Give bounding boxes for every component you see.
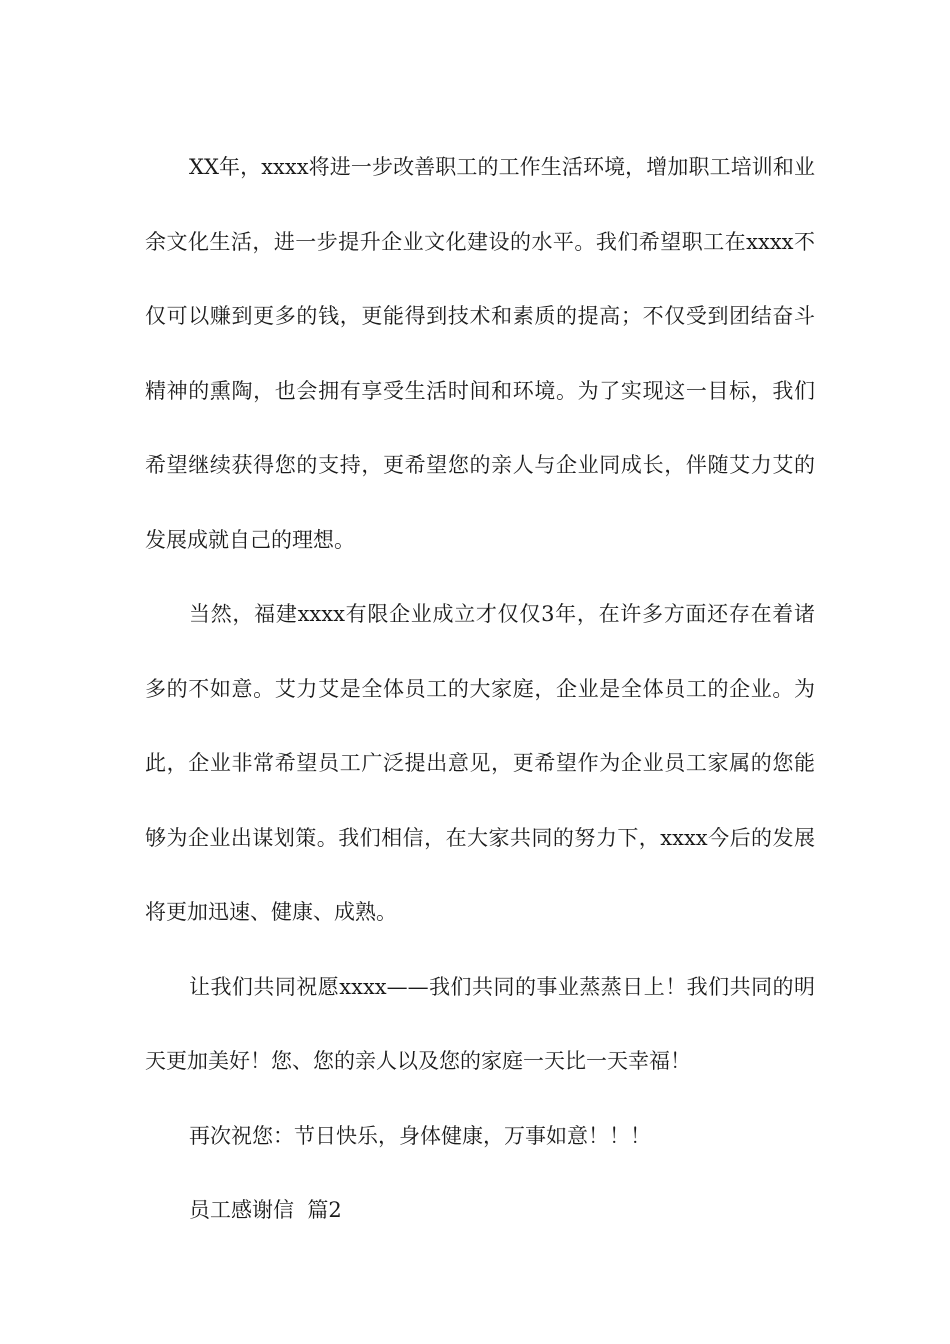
letter-body <box>145 130 815 1248</box>
paragraph-wishes: 让我们共同祝愿xxxx——我们共同的事业蒸蒸日上！我们共同的明天更加美好！您、您的亲人以及您的家庭一天比一天幸福！ <box>145 974 815 1073</box>
paragraph-greeting: 再次祝您：节日快乐，身体健康，万事如意！！！ <box>189 1123 651 1148</box>
paragraph-feedback: 当然，福建xxxx有限企业成立才仅仅3年，在许多方面还存在着诸多的不如意。艾力艾是全体员工的大家庭，企业是全体员工的企业。为此，企业非常希望员工广泛提出意见，更希望作为企业员工家属的您能够为企业出谋划策。我们相信，在大家共同的努力下，xxxx今后的发展将更加迅速、健康、成熟。 <box>145 602 815 924</box>
section-heading: 员工感谢信 篇2 <box>189 1198 342 1222</box>
paragraph-plans: XX年，xxxx将进一步改善职工的工作生活环境，增加职工培训和业余文化生活，进一步提升企业文化建设的水平。我们希望职工在xxxx不仅可以赚到更多的钱，更能得到技术和素质的提高；不仅受到团结奋斗精神的熏陶，也会拥有享受生活时间和环境。为了实现这一目标，我们希望继续获得您的支持，更希望您的亲人与企业同成长，伴随艾力艾的发展成就自己的理想。 <box>145 155 815 552</box>
